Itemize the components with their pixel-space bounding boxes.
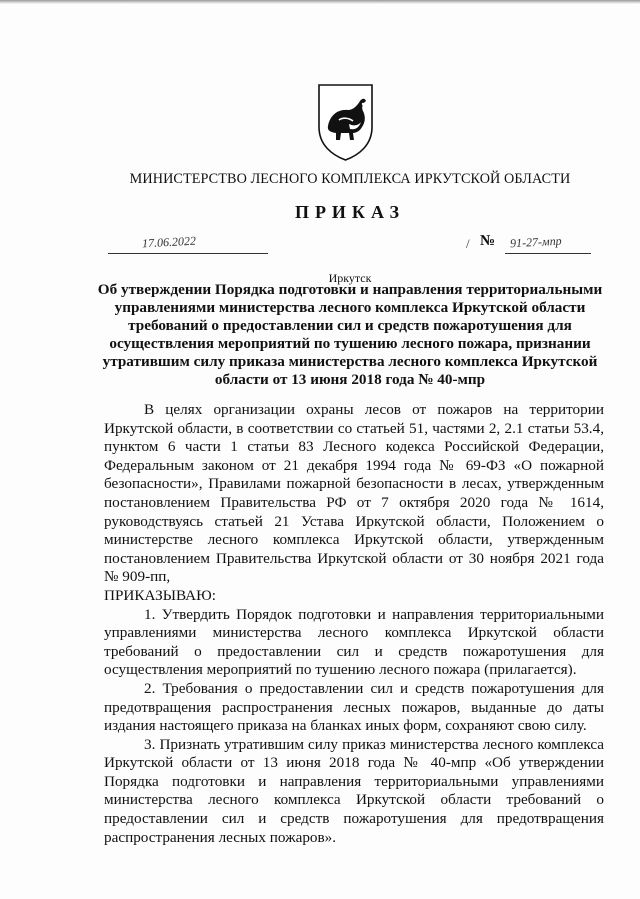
- number-tick: /: [466, 236, 470, 251]
- number-line: [505, 252, 591, 254]
- order-body: [104, 401, 604, 847]
- number-handwritten: 91-27-мпр: [509, 233, 562, 251]
- city-name: Иркутск: [328, 271, 372, 285]
- document-type-title: ПРИКАЗ: [294, 202, 406, 222]
- date-handwritten: 17.06.2022: [141, 233, 197, 251]
- coat-of-arms-icon: [303, 82, 388, 162]
- date-line: [108, 252, 268, 254]
- number-sign: №: [480, 233, 496, 249]
- order-heading: Об утверждении Порядка подготовки и направления территориальными управлениями министерства лесного комплекса Иркутской области требований о предоставлении сил и средств пожаротушения для осуществления мероприятий по тушению лесного пожара, признании утратившим силу приказа министерства лесного комплекса Иркутской области от 13 июня 2018 года № 40-мпр: [97, 281, 603, 388]
- preamble-paragraph: В целях организации охраны лесов от пожаров на территории Иркутской области, в соответствии со статьей 51, частями 2, 2.1 статьи 53.4, пунктом 6 части 1 статьи 83 Лесного кодекса Российской Федерации, Федеральным законом от 21 декабря 1994 года № 69-ФЗ «О пожарной безопасности», Правилами пожарной безопасности в лесах, утвержденным постановлением Правительства РФ от 7 октября 2020 года № 1614, руководствуясь статьей 21 Устава Иркутской области, Положением о министерстве лесного комплекса Иркутской области, утвержденным постановлением Правительства Иркутской области от 30 ноября 2021 года № 909-пп,: [104, 401, 604, 586]
- scan-edge: [0, 0, 640, 4]
- item-2-paragraph: 2. Требования о предоставлении сил и средств пожаротушения для предотвращения распространения лесных пожаров, выданные до даты издания настоящего приказа на бланках иных форм, сохраняют свою силу.: [104, 679, 604, 735]
- ministry-name: МИНИСТЕРСТВО ЛЕСНОГО КОМПЛЕКСА ИРКУТСКОЙ ОБЛАСТИ: [129, 171, 571, 187]
- order-word: ПРИКАЗЫВАЮ:: [104, 586, 216, 604]
- item-3-paragraph: 3. Признать утратившим силу приказ министерства лесного комплекса Иркутской области от 13 июня 2018 года № 40-мпр «Об утверждении Порядка подготовки и направления территориальными управлениями министерства лесного комплекса Иркутской области требований о предоставлении сил и средств пожаротушения для предотвращения распространения лесных пожаров».: [104, 735, 604, 846]
- item-1-paragraph: 1. Утвердить Порядок подготовки и направления территориальными управлениями министерства лесного комплекса Иркутской области требований о предоставлении сил и средств пожаротушения для осуществления мероприятий по тушению лесного пожара (прилагается).: [104, 605, 604, 679]
